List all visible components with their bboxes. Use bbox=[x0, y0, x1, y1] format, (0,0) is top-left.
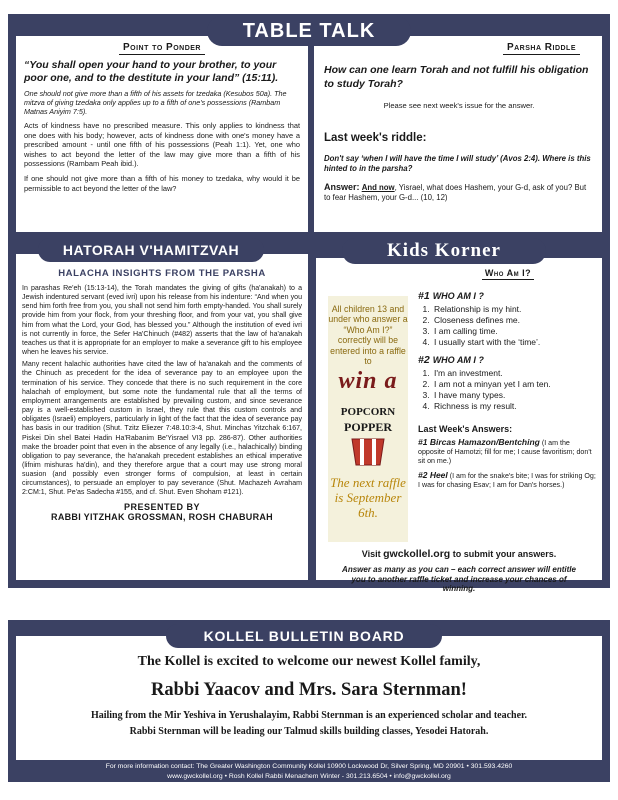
clue: 2. Closeness defines me. bbox=[432, 315, 598, 326]
riddle-1-heading: #1 WHO AM I ? bbox=[418, 290, 484, 302]
raffle-box bbox=[328, 296, 408, 542]
raffle-text: All children 13 and under who answer a “Who Am I?” correctly will be entered into a raffle to bbox=[328, 304, 408, 367]
riddle-2-clues bbox=[418, 368, 598, 412]
answer-text: , Yisrael, what does Hashem, your G-d, ask of you? But to fear Hashem, your G-d... (10, 12) bbox=[324, 183, 587, 202]
encouragement: Answer as many as you can – each correct answer will entitle you to another raffle ticket and increase your chances of winning. bbox=[342, 565, 576, 594]
footer bbox=[8, 762, 610, 782]
point-question: If one should not give more than a fifth of his money to tzedaka, why would it be permissible to act beyond the letter of the law? bbox=[24, 173, 300, 193]
point-to-ponder-header: Point to Ponder bbox=[24, 42, 300, 53]
who-am-i-header: Who Am I? bbox=[418, 268, 598, 278]
answer-label: Answer: bbox=[324, 182, 360, 192]
bulletin-line-4: Rabbi Sternman will be leading our Talmud skills building classes, Yesodei Hatorah. bbox=[129, 726, 489, 737]
point-paragraph-1: Acts of kindness have no prescribed measure. This only applies to kindness that one does with his body; however, acts of kindness done with one's money have a prescribed amount - until one fifth of his possessions (Peah 1:1). Yet, one who wishes to act beyond the letter of the law may give more than a fifth of his possessions (Rambam Peah ibid.). bbox=[24, 121, 300, 169]
presented-by: PRESENTED BY bbox=[123, 501, 200, 512]
clue: 3. I have many types. bbox=[432, 390, 598, 401]
answer-1: #1 Bircas Hamazon/Bentching (I am the opposite of Hamotzi; fill for me; I cause favoritism; don't sit on me.) bbox=[418, 437, 592, 466]
clue: 4. I usually start with the ‘time’. bbox=[432, 337, 598, 348]
parsha-riddle-panel bbox=[314, 36, 602, 232]
clue: 2. I am not a minyan yet I am ten. bbox=[432, 379, 598, 390]
last-week-riddle-heading: Last week's riddle: bbox=[324, 132, 427, 144]
hatorah-title: HATORAH V'HAMITZVAH bbox=[38, 238, 264, 262]
prize-line-2: POPPER bbox=[344, 420, 392, 435]
kids-korner-title: Kids Korner bbox=[342, 238, 546, 264]
bulletin-line-3: Hailing from the Mir Yeshiva in Yerushalayim, Rabbi Sternman is an experienced scholar and teacher. bbox=[90, 710, 528, 721]
halacha-subtitle: HALACHA INSIGHTS FROM THE PARSHA bbox=[58, 268, 266, 279]
riddle-1-clues bbox=[418, 304, 598, 348]
riddle-question: How can one learn Torah and not fulfill his obligation to study Torah? bbox=[324, 64, 589, 90]
website-link[interactable]: gwckollel.org bbox=[383, 548, 451, 560]
next-raffle-date: The next raffle is September 6th. bbox=[330, 475, 406, 521]
clue: 1. Relationship is my hint. bbox=[432, 304, 598, 315]
bulletin-line-2: Rabbi Yaacov and Mrs. Sara Sternman! bbox=[151, 680, 467, 700]
clue: 1. I'm an investment. bbox=[432, 368, 598, 379]
hatorah-paragraph-1: In parashas Re'eh (15:13-14), the Torah mandates the giving of gifts (ha'anakah) to a Jewish indentured servant (eved ivri) upon his release from his indenture: “And when you send him forth free from you, you shall not send him forth empty-handed. You shall surely provide him from your flock, from your threshing floor, and from your vat, you shall give him from what the Lord, your God, has blessed you.” Although the institution of eved ivri is not currently in force, the Sefer Ha'Chinuch (#482) asserts that the law of ha'anakah teaches us that it is appropriate for an employer to make a severance gift to his employee when he leaves his service. bbox=[22, 285, 302, 357]
point-source-note: One should not give more than a fifth of his assets for tzedaka (Kesubos 50a). The mitzva of giving tzedaka only applies up to a fifth of one's possessions (Rambam Matnas Aniyim 7:5). bbox=[24, 89, 287, 116]
riddle-2-heading: #2 WHO AM I ? bbox=[418, 354, 484, 366]
prize-line-1: POPCORN bbox=[340, 406, 396, 419]
parsha-riddle-header: Parsha Riddle bbox=[324, 42, 594, 53]
riddle-note: Please see next week's issue for the answer. bbox=[383, 101, 535, 110]
last-week-riddle-question: Don't say ‘when I will have the time I will study’ (Avos 2:4). Where is this hinted to in the parsha? bbox=[324, 154, 591, 173]
footer-line-1: For more information contact: The Greater Washington Community Kollel 10900 Lockwood Dr, Silver Spring, MD 20901 • 301.593.4260 bbox=[105, 763, 513, 770]
answer-2: #2 Heel (I am for the snake's bite; I was for striking Og; I was for chasing Esav; I am for Dan's horses.) bbox=[418, 469, 596, 489]
point-quote: “You shall open your hand to your brother, to your poor one, and to the destitute in your land” (15:11). bbox=[24, 59, 279, 84]
raffle-win: win a bbox=[338, 368, 398, 395]
popcorn-popper-logo bbox=[340, 401, 396, 467]
footer-line-2[interactable]: www.gwckollel.org • Rosh Kollel Rabbi Menachem Winter - 301.213.6504 • info@gwckollel.org bbox=[167, 773, 451, 780]
hatorah-panel bbox=[16, 254, 308, 580]
clue: 4. Richness is my result. bbox=[432, 401, 598, 412]
who-am-i-section bbox=[418, 268, 598, 490]
bulletin-title: KOLLEL BULLETIN BOARD bbox=[166, 624, 442, 648]
popcorn-icon bbox=[340, 401, 396, 467]
last-week-answer bbox=[324, 182, 594, 203]
clue: 3. I am calling time. bbox=[432, 326, 598, 337]
visit-line: Visit gwckollel.org to submit your answers. bbox=[361, 548, 557, 560]
table-talk-title: TABLE TALK bbox=[207, 16, 411, 46]
answer-underlined: And now bbox=[361, 183, 395, 192]
bulletin-panel bbox=[16, 636, 602, 760]
point-to-ponder-panel bbox=[16, 36, 308, 232]
bulletin-line-1: The Kollel is excited to welcome our newest Kollel family, bbox=[137, 654, 481, 669]
author-credit: RABBI YITZHAK GROSSMAN, ROSH CHABURAH bbox=[51, 511, 273, 522]
hatorah-paragraph-2: Many recent halachic authorities have cited the law of ha'anakah and the comments of the Chinuch as precedent for the idea of severance pay to an employee upon the termination of his service. They concede that there is no such requirement in the core halachah of employment, but some note the fundamental rule that all the terms of employment arrangements are established by prevailing custom, and since severance pay is a well-established custom in Israel, they rule that this custom controls and obligates (Israeli) employers, particularly in light of the fact that the idea of severance pay has basis in our tradition (Shut. Tzitz Eliezer 7:48.10:3-4, Shut. Minchas Yitzchak 6:167, Piskei Din shel Batei Hadin Ha'Rabanim Be'Yisrael VI3 pp. 286-87). Other authorities make the broader point that even in the absence of any legally (i.e., halachically) binding obligation to pay severance, the ha'anakah precedent establishes an ethical imperative (lifnim mishuras ha'din), and they therefore argue that a court may use strong moral suasion (and possibly even stronger forms of compulsion, at least in certain circumstances), to persuade an employer to pay severance (Shut. Machazeh Avraham 2:CM:1, Shut. Pe'as Sadecha #155, and cf. Shut. Even Shoham #121). bbox=[22, 361, 302, 497]
last-week-answers-heading: Last Week's Answers: bbox=[418, 424, 513, 434]
submit-section bbox=[320, 548, 598, 594]
